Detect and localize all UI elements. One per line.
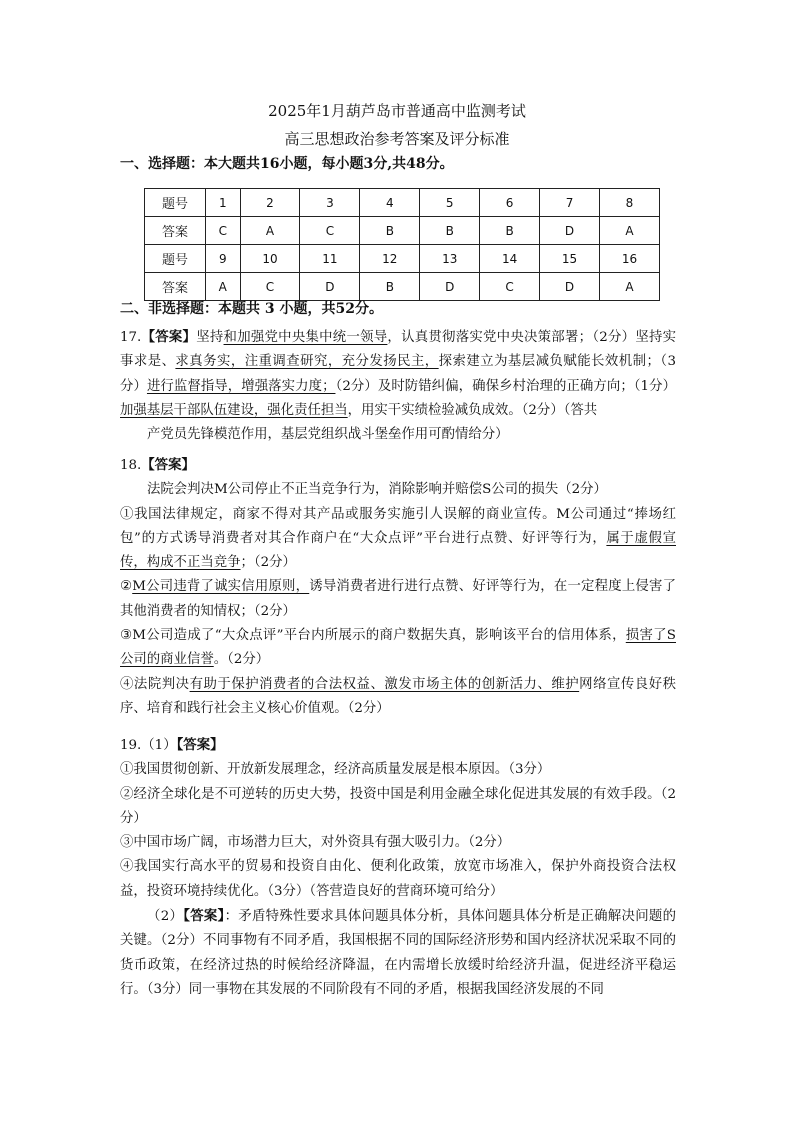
- table-cell: D: [540, 273, 600, 301]
- table-cell: 10: [240, 245, 300, 273]
- table-cell: D: [300, 273, 360, 301]
- table-cell: B: [480, 217, 540, 245]
- key-point: 加强基层干部队伍建设，强化责任担当: [120, 402, 348, 418]
- q18-point-4: [120, 673, 676, 722]
- table-cell: 12: [360, 245, 420, 273]
- table-row: [145, 273, 660, 301]
- q18-intro: 法院会判决M公司停止不正当竞争行为，消除影响并赔偿S公司的损失（2分）: [147, 482, 607, 498]
- table-row: [145, 217, 660, 245]
- table-cell: 8: [599, 189, 659, 217]
- table-cell: A: [599, 273, 659, 301]
- text-run: 。（2分）: [213, 652, 270, 668]
- table-cell: 11: [300, 245, 360, 273]
- q17-answer: [120, 325, 676, 423]
- table-cell: A: [599, 217, 659, 245]
- key-point: 求真务实，注重调查研究，充分发扬民主，: [175, 354, 439, 370]
- answer-table: [144, 188, 660, 301]
- section-heading-choice: 一、选择题：本大题共16小题，每小题3分,共48分。: [120, 156, 454, 172]
- table-cell: 15: [540, 245, 600, 273]
- q17-number: 17.: [120, 330, 142, 345]
- q19-point-2: ②经济全球化是不可逆转的历史大势，投资中国是利用金融全球化促进其发展的有效手段。（2分）: [120, 786, 676, 826]
- table-cell: 16: [599, 245, 659, 273]
- text-run: 诱导消费者进行进行点赞、好评等行为，在一定程度上侵害了其他消费者的知情权；（2分）: [120, 579, 676, 619]
- text-run: ：矛盾特殊性要求具体问题具体分析，具体问题具体分析是正确解决问题的关键。（2分）不同事物有不同矛盾，我国根据不同的国际经济形势和国内经济状况采取不同的货币政策，在经济过热的时候给经济降温，在内需增长放缓时给经济升温，促进经济平稳运行。（3分）同一事物在其发展的不同阶段有不同的矛盾，根据我国经济发展的不同: [120, 909, 676, 997]
- text-run: ，用实干实绩检验减负成效。（2分）（答共: [347, 402, 598, 418]
- key-point: 损害了S公司的商业信誉: [120, 628, 676, 668]
- q19-part-2: [120, 904, 676, 1002]
- answer-tag: 【答案】: [183, 908, 225, 925]
- text-run: ③M公司造成了“大众点评”平台内所展示的商户数据失真，影响该平台的信用体系，: [120, 628, 626, 644]
- table-cell: D: [540, 217, 600, 245]
- question-17: [120, 325, 676, 447]
- table-cell: 4: [360, 189, 420, 217]
- table-cell: B: [360, 273, 420, 301]
- q18-point-2: [120, 575, 676, 624]
- answer-tag: 【答案】: [141, 329, 197, 345]
- page-title: 2025年1月葫芦岛市普通高中监测考试: [268, 102, 526, 120]
- text-run: 网络宣传良好秩序、培育和践行社会主义核心价值观。（2分）: [120, 676, 677, 716]
- q18-point-3: [120, 624, 676, 673]
- key-point: M公司违背了诚实信用原则，: [132, 579, 310, 595]
- table-cell: 2: [240, 189, 300, 217]
- table-cell: 14: [480, 245, 540, 273]
- q19-header: [120, 733, 676, 758]
- key-point: 进行监督指导，增强落实力度；: [146, 378, 336, 394]
- text-run: ②: [120, 579, 133, 595]
- row-label: 答案: [145, 273, 206, 301]
- key-point: 有助于保护消费者的合法权益、激发市场主体的创新活力、维护: [189, 676, 580, 692]
- table-cell: C: [206, 217, 241, 245]
- question-18: [120, 453, 676, 721]
- table-cell: 9: [206, 245, 241, 273]
- text-run: （2分）及时防错纠偏，确保乡村治理的正确方向；（1分）: [335, 378, 677, 394]
- table-cell: 1: [206, 189, 241, 217]
- table-cell: B: [360, 217, 420, 245]
- table-cell: 7: [540, 189, 600, 217]
- q19-point-4: ④我国实行高水平的贸易和投资自由化、便利化政策，放宽市场准入，保护外商投资合法权益，投资环境持续优化。（3分）（答营造良好的营商环境可给分）: [120, 859, 676, 899]
- q18-header: [120, 453, 676, 478]
- table-cell: A: [206, 273, 241, 301]
- table-row: [145, 245, 660, 273]
- q19-point-1: ①我国贯彻创新、开放新发展理念，经济高质量发展是根本原因。（3分）: [120, 762, 551, 778]
- page-subtitle: 高三思想政治参考答案及评分标准: [284, 130, 510, 148]
- q18-number: 18.: [120, 458, 142, 473]
- text-run: ，认真贯彻落实党中央决策部署；（2分）坚持实事求是、: [120, 330, 677, 370]
- q18-point-1: [120, 503, 676, 576]
- table-cell: A: [240, 217, 300, 245]
- table-cell: D: [420, 273, 480, 301]
- table-cell: 6: [480, 189, 540, 217]
- answer-tag: 【答案】: [176, 737, 224, 753]
- q17-note: 产党员先锋模范作用，基层党组织战斗堡垒作用可酌情给分）: [147, 427, 509, 443]
- table-cell: B: [420, 217, 480, 245]
- row-label: 题号: [145, 189, 206, 217]
- q19-number: 19.（1）: [120, 738, 177, 753]
- text-run: ①我国法律规定，商家不得对其产品或服务实施引人误解的商业宣传。M公司通过“捧场红包”的方式诱导消费者对其合作商户在“大众点评”平台进行点赞、好评等行为，: [120, 506, 676, 546]
- q19-part-number: （2）: [147, 909, 184, 925]
- table-cell: C: [480, 273, 540, 301]
- table-row: [145, 189, 660, 217]
- table-cell: C: [300, 217, 360, 245]
- row-label: 答案: [145, 217, 206, 245]
- text-run: ；（2分）: [240, 555, 296, 571]
- key-point: 和加强党中央集中统一领导: [223, 330, 388, 345]
- table-cell: C: [240, 273, 300, 301]
- question-19: [120, 733, 676, 1002]
- text-run: ④法院判决: [120, 676, 190, 692]
- table-cell: 13: [420, 245, 480, 273]
- key-point: 属于虚假宣传，构成不正当竞争: [120, 530, 676, 571]
- text-run: 坚持: [196, 330, 224, 345]
- text-run: 探索建立为基层减负赋能长效机制；（3分）: [120, 354, 676, 394]
- answer-tag: 【答案】: [141, 457, 195, 473]
- table-cell: 3: [300, 189, 360, 217]
- row-label: 题号: [145, 245, 206, 273]
- section-heading-nonchoice: 二、非选择题：本题共 3 小题，共52分。: [120, 301, 383, 317]
- table-cell: 5: [420, 189, 480, 217]
- q19-point-3: ③中国市场广阔，市场潜力巨大，对外资具有强大吸引力。（2分）: [120, 835, 511, 851]
